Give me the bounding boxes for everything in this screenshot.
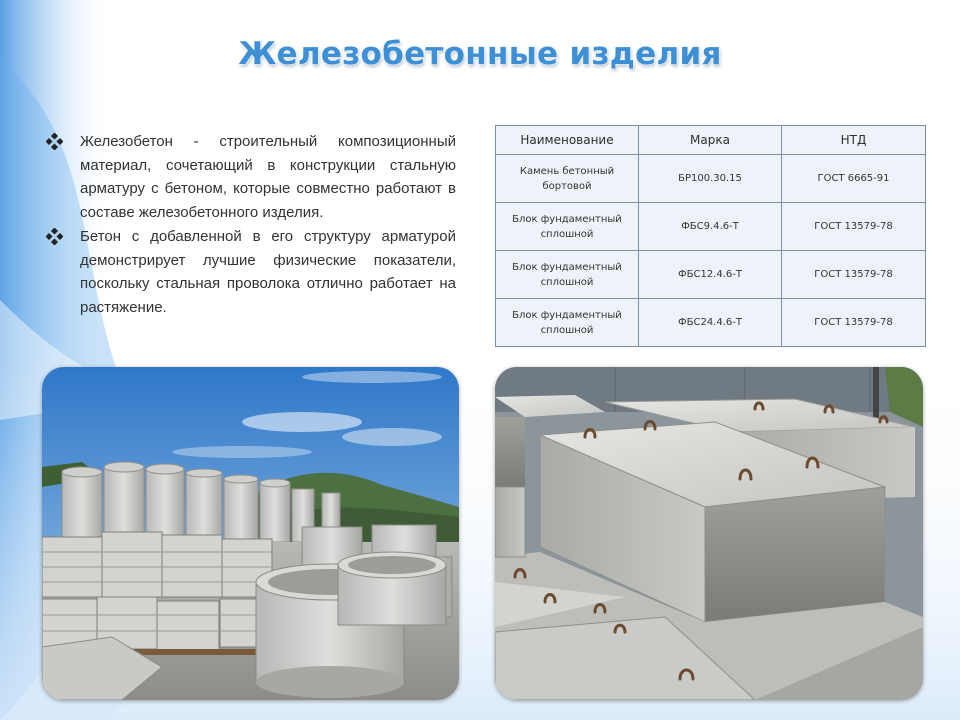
column-header-mark: Марка <box>639 126 782 155</box>
cell-mark: ФБС12.4.6-Т <box>639 251 782 299</box>
products-table <box>495 125 926 347</box>
column-header-name: Наименование <box>496 126 639 155</box>
cell-mark: ФБС24.4.6-Т <box>639 299 782 347</box>
cell-ntd: ГОСТ 13579-78 <box>782 203 926 251</box>
cell-name: Блок фундаментный сплошной <box>496 251 639 299</box>
cell-name: Камень бетонный бортовой <box>496 155 639 203</box>
bullet-item <box>46 130 456 224</box>
table-row <box>496 155 926 203</box>
slide-title: Железобетонные изделия <box>238 36 722 72</box>
cell-name: Блок фундаментный сплошной <box>496 299 639 347</box>
foundation-blocks-photo <box>495 367 923 700</box>
concrete-rings-yard-photo <box>42 367 459 700</box>
cell-ntd: ГОСТ 6665-91 <box>782 155 926 203</box>
cell-name: Блок фундаментный сплошной <box>496 203 639 251</box>
diamond-bullet-icon <box>46 228 63 245</box>
table-row <box>496 299 926 347</box>
cell-mark: БР100.30.15 <box>639 155 782 203</box>
diamond-bullet-icon <box>46 133 63 150</box>
cell-ntd: ГОСТ 13579-78 <box>782 251 926 299</box>
cell-mark: ФБС9.4.6-Т <box>639 203 782 251</box>
table-row <box>496 251 926 299</box>
bullet-text: Бетон с добавленной в его структуру арматурой демонстрирует лучшие физические показатели, поскольку стальная проволока отлично работает на растяжение. <box>80 228 456 316</box>
bullet-item <box>46 225 456 319</box>
column-header-ntd: НТД <box>782 126 926 155</box>
table-row <box>496 203 926 251</box>
cell-ntd: ГОСТ 13579-78 <box>782 299 926 347</box>
bullet-list <box>46 130 456 320</box>
bullet-text: Железобетон - строительный композиционный материал, сочетающий в конструкции стальную арматуру с бетоном, которые совместно работают в составе железобетонного изделия. <box>80 133 456 221</box>
table-header-row <box>496 126 926 155</box>
